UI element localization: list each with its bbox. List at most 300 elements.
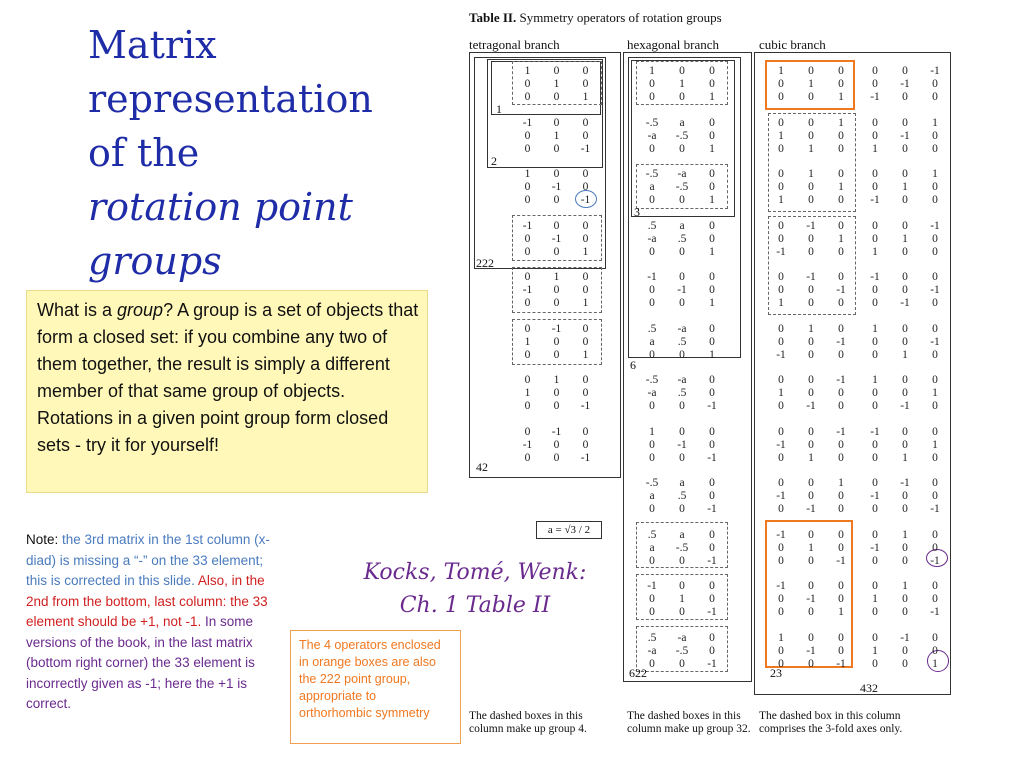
matrix-cell: 0	[838, 645, 844, 657]
matrix-cell: -1	[900, 78, 910, 90]
matrix-cell: 0	[553, 91, 560, 103]
matrix-cub2-7	[860, 374, 950, 413]
matrix-cell: 1	[902, 349, 908, 361]
matrix-row	[513, 117, 600, 130]
matrix-row	[513, 336, 600, 349]
matrix-cell: 0	[649, 400, 655, 412]
matrix-row	[637, 194, 727, 207]
matrix-hex-2	[637, 117, 727, 156]
matrix-cell: 0	[932, 632, 938, 644]
matrix-row	[766, 542, 856, 555]
matrix-cell: 0	[649, 194, 655, 206]
matrix-cell: 0	[902, 168, 908, 180]
matrix-row	[860, 374, 950, 387]
matrix-cell: 0	[778, 168, 784, 180]
matrix-cell: 0	[838, 271, 844, 283]
matrix-row	[637, 246, 727, 259]
matrix-row	[513, 452, 600, 465]
matrix-cell: 0	[872, 181, 878, 193]
matrix-row	[766, 426, 856, 439]
matrix-cub2-2	[860, 117, 950, 156]
matrix-row	[637, 490, 727, 503]
matrix-row	[766, 181, 856, 194]
matrix-cell: -a	[677, 374, 687, 386]
matrix-cell: 0	[524, 452, 531, 464]
a-definition: a = √3 / 2	[536, 521, 602, 539]
matrix-cell: 0	[524, 374, 531, 386]
matrix-cell: -1	[647, 271, 657, 283]
matrix-cell: 0	[872, 477, 878, 489]
matrix-cell: -1	[647, 580, 657, 592]
matrix-cell: 0	[838, 220, 844, 232]
matrix-cell: 0	[872, 233, 878, 245]
matrix-cell: -1	[776, 490, 786, 502]
matrix-cell: 0	[524, 297, 531, 309]
caption-cubic: The dashed box in this column comprises the 3-fold axes only.	[759, 710, 903, 735]
matrix-cell: -1	[551, 181, 562, 193]
matrix-hex-9	[637, 477, 727, 516]
matrix-cell: 0	[582, 78, 589, 90]
matrix-cell: 1	[679, 593, 685, 605]
matrix-row	[860, 284, 950, 297]
matrix-row	[860, 529, 950, 542]
matrix-cell: 0	[808, 91, 814, 103]
matrix-cell: 0	[932, 452, 938, 464]
matrix-hex-8	[637, 426, 727, 465]
matrix-cell: a	[649, 542, 655, 554]
matrix-cell: 1	[872, 143, 878, 155]
matrix-row	[860, 91, 950, 104]
matrix-cell: 0	[778, 503, 784, 515]
matrix-row	[513, 439, 600, 452]
matrix-row	[766, 91, 856, 104]
matrix-cell: 0	[932, 529, 938, 541]
matrix-cell: 0	[838, 529, 844, 541]
matrix-row	[766, 297, 856, 310]
matrix-cell: 0	[808, 130, 814, 142]
matrix-cell: 0	[778, 271, 784, 283]
matrix-row	[766, 580, 856, 593]
matrix-cell: 0	[932, 130, 938, 142]
matrix-cell: -1	[870, 271, 880, 283]
matrix-cell: a	[649, 490, 655, 502]
matrix-row	[637, 593, 727, 606]
matrix-row	[637, 645, 727, 658]
matrix-cell: 1	[902, 233, 908, 245]
matrix-cell: -.5	[675, 645, 689, 657]
matrix-cell: -1	[870, 426, 880, 438]
matrix-cell: 0	[838, 349, 844, 361]
matrix-cell: 0	[872, 632, 878, 644]
matrix-cell: 0	[679, 271, 685, 283]
matrix-cell: 0	[902, 246, 908, 258]
matrix-cell: -1	[870, 542, 880, 554]
matrix-row	[860, 580, 950, 593]
matrix-cell: -1	[580, 194, 591, 206]
matrix-cell: -1	[836, 284, 846, 296]
matrix-cell: 1	[808, 452, 814, 464]
matrix-row	[860, 220, 950, 233]
matrix-cell: 0	[709, 284, 715, 296]
matrix-cell: 0	[524, 271, 531, 283]
matrix-cell: 0	[553, 349, 560, 361]
matrix-cell: 0	[679, 426, 685, 438]
matrix-cell: 0	[808, 349, 814, 361]
correction-note	[26, 530, 282, 715]
matrix-row	[637, 426, 727, 439]
matrix-row	[637, 439, 727, 452]
matrix-row	[766, 632, 856, 645]
matrix-cell: 0	[778, 91, 784, 103]
matrix-cell: 0	[872, 606, 878, 618]
matrix-cell: -1	[930, 606, 940, 618]
matrix-cell: 0	[778, 143, 784, 155]
matrix-tet-6	[513, 323, 600, 362]
matrix-cell: 0	[778, 78, 784, 90]
matrix-cell: 1	[553, 130, 560, 142]
matrix-cell: 0	[808, 387, 814, 399]
matrix-cell: 0	[932, 580, 938, 592]
branch-cubic: cubic branch	[759, 37, 826, 52]
matrix-cell: 0	[902, 645, 908, 657]
matrix-cell: 0	[932, 233, 938, 245]
citation	[340, 556, 610, 622]
matrix-cell: 0	[902, 336, 908, 348]
matrix-cell: 0	[838, 452, 844, 464]
matrix-cell: -1	[870, 490, 880, 502]
matrix-cell: -a	[647, 645, 657, 657]
matrix-cell: 0	[778, 233, 784, 245]
matrix-cell: 1	[709, 349, 715, 361]
matrix-cell: 0	[902, 220, 908, 232]
matrix-cell: 0	[778, 555, 784, 567]
matrix-cell: 0	[902, 387, 908, 399]
matrix-cell: 1	[778, 130, 784, 142]
matrix-cell: -1	[707, 555, 717, 567]
matrix-cell: 1	[709, 246, 715, 258]
matrix-cell: 1	[838, 181, 844, 193]
matrix-cell: a	[649, 336, 655, 348]
matrix-tet-1	[513, 65, 600, 104]
matrix-cell: 0	[524, 246, 531, 258]
matrix-cell: 1	[932, 439, 938, 451]
matrix-cell: 0	[709, 271, 715, 283]
matrix-tet-7	[513, 374, 600, 413]
matrix-cell: 1	[709, 194, 715, 206]
matrix-cell: 1	[553, 374, 560, 386]
matrix-row	[766, 349, 856, 362]
matrix-cell: 0	[582, 168, 589, 180]
matrix-row	[513, 387, 600, 400]
matrix-cell: 0	[524, 233, 531, 245]
matrix-cell: 1	[778, 387, 784, 399]
matrix-cell: 0	[679, 91, 685, 103]
matrix-cell: 0	[778, 645, 784, 657]
matrix-hex-3	[637, 168, 727, 207]
matrix-cell: 0	[553, 439, 560, 451]
matrix-cell: 1	[778, 194, 784, 206]
matrix-cell: 1	[838, 477, 844, 489]
matrix-cell: 0	[679, 452, 685, 464]
matrix-cell: -.5	[645, 374, 659, 386]
matrix-cell: 0	[838, 246, 844, 258]
matrix-cell: 0	[808, 284, 814, 296]
matrix-cell: 1	[932, 168, 938, 180]
matrix-cell: 0	[709, 426, 715, 438]
matrix-row	[637, 168, 727, 181]
matrix-cell: 0	[872, 580, 878, 592]
matrix-cell: 0	[808, 336, 814, 348]
matrix-cell: 0	[902, 555, 908, 567]
matrix-cell: 0	[808, 477, 814, 489]
matrix-row	[860, 387, 950, 400]
matrix-cell: 1	[582, 297, 589, 309]
matrix-tet-5	[513, 271, 600, 310]
matrix-row	[637, 387, 727, 400]
matrix-cell: -1	[900, 130, 910, 142]
matrix-row	[860, 78, 950, 91]
matrix-cell: 0	[649, 284, 655, 296]
matrix-row	[513, 181, 600, 194]
matrix-cell: 0	[582, 271, 589, 283]
matrix-cell: 0	[932, 143, 938, 155]
matrix-row	[513, 130, 600, 143]
matrix-cell: 0	[902, 374, 908, 386]
matrix-cell: 0	[932, 181, 938, 193]
matrix-cell: -1	[930, 284, 940, 296]
matrix-cell: -1	[806, 400, 816, 412]
matrix-cell: -a	[677, 323, 687, 335]
matrix-cell: 1	[582, 349, 589, 361]
matrix-row	[513, 349, 600, 362]
matrix-row	[513, 168, 600, 181]
matrix-row	[860, 297, 950, 310]
matrix-cell: 0	[808, 233, 814, 245]
matrix-cell: 0	[709, 336, 715, 348]
matrix-cell: 1	[872, 593, 878, 605]
matrix-cell: 0	[932, 78, 938, 90]
matrix-cell: -1	[580, 400, 591, 412]
matrix-cell: 0	[778, 426, 784, 438]
matrix-cell: 0	[838, 400, 844, 412]
matrix-cell: 1	[524, 168, 531, 180]
group-definition-box	[26, 290, 428, 493]
matrix-row	[513, 220, 600, 233]
matrix-cell: 0	[808, 658, 814, 670]
matrix-cell: -1	[776, 529, 786, 541]
matrix-cell: -1	[580, 143, 591, 155]
matrix-cell: 0	[902, 323, 908, 335]
matrix-cell: 1	[524, 65, 531, 77]
matrix-cell: 0	[649, 593, 655, 605]
matrix-row	[766, 130, 856, 143]
matrix-cell: -1	[776, 439, 786, 451]
matrix-cell: 0	[582, 233, 589, 245]
matrix-cell: 0	[808, 426, 814, 438]
matrix-cell: 0	[553, 452, 560, 464]
matrix-cell: 1	[838, 606, 844, 618]
matrix-cell: 0	[872, 439, 878, 451]
matrix-row	[860, 477, 950, 490]
matrix-cell: 0	[778, 181, 784, 193]
matrix-tet-4	[513, 220, 600, 259]
matrix-cell: 0	[553, 194, 560, 206]
matrix-row	[766, 503, 856, 516]
matrix-row	[637, 297, 727, 310]
matrix-cell: -1	[806, 593, 816, 605]
matrix-cell: 0	[582, 181, 589, 193]
matrix-row	[513, 284, 600, 297]
orange-box-note: The 4 operators enclosed in orange boxes are also the 222 point group, appropriate to orthorhombic symmetry	[290, 630, 461, 744]
matrix-cell: 0	[649, 297, 655, 309]
title-line-5: groups	[88, 239, 222, 283]
matrix-cell: -1	[551, 323, 562, 335]
matrix-cell: 0	[902, 284, 908, 296]
matrix-row	[637, 91, 727, 104]
caption-hexagonal: The dashed boxes in this column make up group 32.	[627, 710, 751, 735]
matrix-row	[860, 439, 950, 452]
matrix-cell: 1	[808, 143, 814, 155]
matrix-cell: -1	[522, 220, 533, 232]
matrix-row	[637, 233, 727, 246]
matrix-cell: 0	[582, 117, 589, 129]
matrix-cell: -1	[836, 555, 846, 567]
matrix-cell: 0	[778, 374, 784, 386]
matrix-row	[766, 220, 856, 233]
group-def-prefix: What is a	[37, 300, 118, 320]
matrix-cell: 0	[932, 91, 938, 103]
matrix-row	[513, 323, 600, 336]
matrix-row	[637, 529, 727, 542]
matrix-row	[860, 194, 950, 207]
matrix-cell: 0	[902, 593, 908, 605]
matrix-row	[637, 503, 727, 516]
matrix-cell: 0	[902, 490, 908, 502]
matrix-cell: .5	[677, 336, 687, 348]
matrix-cell: 0	[582, 220, 589, 232]
matrix-cell: 0	[679, 297, 685, 309]
matrix-cell: 0	[872, 503, 878, 515]
matrix-cell: 1	[932, 387, 938, 399]
matrix-cell: 0	[808, 555, 814, 567]
matrix-cell: a	[679, 220, 685, 232]
matrix-row	[637, 374, 727, 387]
matrix-cell: 0	[932, 271, 938, 283]
matrix-row	[860, 233, 950, 246]
note-blue-text: the 3rd matrix in the 1st column (x-diad) is missing a “-” on the 33 element; this is corrected in this slide.	[26, 532, 270, 588]
group-def-term: group	[117, 300, 164, 320]
matrix-cell: -1	[580, 452, 591, 464]
matrix-cell: 0	[838, 580, 844, 592]
matrix-cell: -1	[707, 606, 717, 618]
matrix-cell: 1	[709, 297, 715, 309]
matrix-row	[766, 246, 856, 259]
matrix-cell: -.5	[675, 542, 689, 554]
matrix-row	[860, 606, 950, 619]
matrix-cell: 0	[872, 65, 878, 77]
matrix-row	[637, 130, 727, 143]
matrix-row	[766, 593, 856, 606]
matrix-cell: 0	[553, 297, 560, 309]
matrix-cell: 0	[838, 297, 844, 309]
matrix-cub2-5	[860, 271, 950, 310]
matrix-row	[637, 452, 727, 465]
matrix-cell: -1	[776, 349, 786, 361]
matrix-cell: -1	[930, 503, 940, 515]
matrix-cell: -1	[930, 220, 940, 232]
matrix-cell: 0	[932, 426, 938, 438]
matrix-row	[860, 400, 950, 413]
matrix-cell: 0	[902, 117, 908, 129]
matrix-cell: 0	[932, 400, 938, 412]
matrix-row	[766, 490, 856, 503]
matrix-cell: 0	[902, 143, 908, 155]
matrix-cell: 0	[838, 503, 844, 515]
matrix-row	[766, 271, 856, 284]
matrix-cell: 0	[649, 439, 655, 451]
matrix-cell: -a	[647, 233, 657, 245]
matrix-row	[513, 374, 600, 387]
matrix-cell: -a	[647, 130, 657, 142]
matrix-cell: 0	[709, 323, 715, 335]
matrix-hex-5	[637, 271, 727, 310]
matrix-cell: 1	[872, 374, 878, 386]
matrix-cell: 0	[872, 529, 878, 541]
matrix-cell: 0	[872, 387, 878, 399]
matrix-cell: 0	[872, 452, 878, 464]
matrix-cell: 0	[808, 194, 814, 206]
matrix-cell: 1	[679, 78, 685, 90]
matrix-cell: -1	[836, 374, 846, 386]
matrix-cub1-8	[766, 426, 856, 465]
matrix-cell: -1	[776, 246, 786, 258]
matrix-cell: 0	[872, 284, 878, 296]
matrix-cub2-3	[860, 168, 950, 207]
matrix-cell: 1	[778, 632, 784, 644]
matrix-cell: -1	[551, 233, 562, 245]
matrix-cell: -.5	[675, 130, 689, 142]
matrix-cell: -1	[806, 503, 816, 515]
table-title	[469, 10, 722, 26]
matrix-cell: 0	[902, 503, 908, 515]
matrix-row	[637, 181, 727, 194]
matrix-cell: 1	[778, 65, 784, 77]
matrix-cub2-10	[860, 529, 950, 568]
matrix-cell: -1	[707, 503, 717, 515]
citation-line-2: Ch. 1 Table II	[399, 593, 551, 618]
matrix-cell: 0	[679, 555, 685, 567]
matrix-cell: 1	[932, 658, 938, 670]
matrix-cell: 1	[524, 336, 531, 348]
matrix-cell: 0	[524, 91, 531, 103]
note-purple-text: In some versions of the book, in the last matrix (bottom right corner) the 33 element is incorrectly given as -1; here the +1 is correct.	[26, 614, 255, 711]
matrix-cell: a	[679, 477, 685, 489]
matrix-cell: -1	[522, 284, 533, 296]
matrix-row	[766, 168, 856, 181]
matrix-row	[637, 555, 727, 568]
matrix-cell: 0	[553, 336, 560, 348]
matrix-cub1-9	[766, 477, 856, 516]
matrix-cell: 0	[649, 658, 655, 670]
matrix-cell: 0	[808, 117, 814, 129]
matrix-cell: 0	[932, 297, 938, 309]
matrix-cell: 0	[872, 297, 878, 309]
matrix-cell: 0	[709, 387, 715, 399]
matrix-cell: 0	[553, 220, 560, 232]
matrix-row	[860, 593, 950, 606]
matrix-cell: -1	[806, 220, 816, 232]
matrix-cell: 0	[902, 194, 908, 206]
